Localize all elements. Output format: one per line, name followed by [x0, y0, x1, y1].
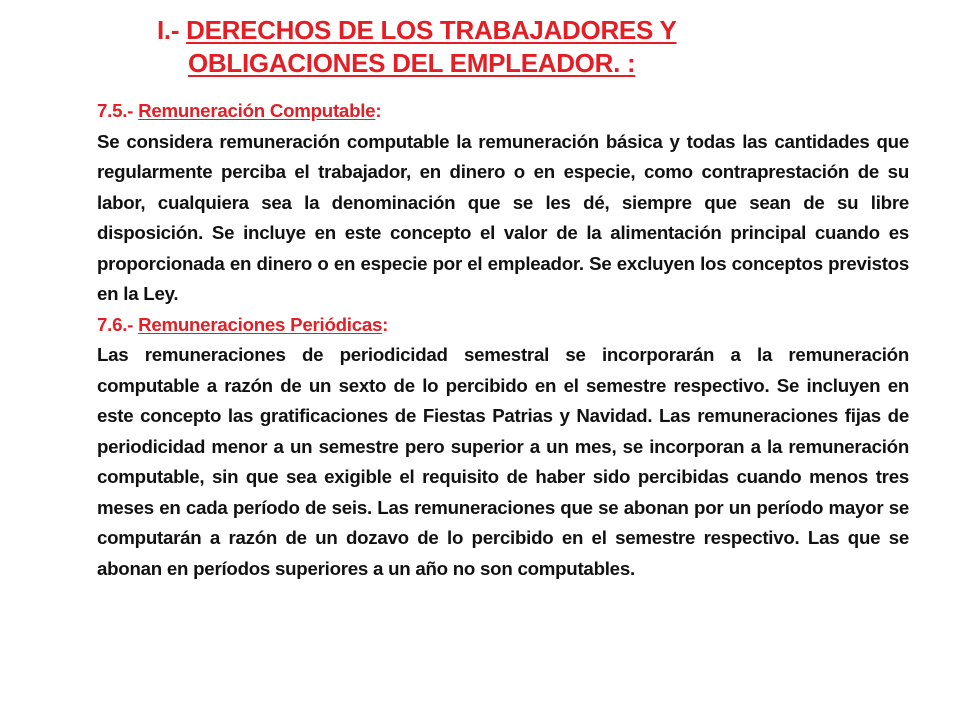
- section-body-7-6: Las remuneraciones de periodicidad semestral se incorporarán a la remuneración computable a razón de un sexto de lo percibido en el semestre respectivo. Se incluyen en este concepto las gratificaciones de Fiestas Patrias y Navidad. Las remuneraciones fijas de periodicidad menor a un semestre pero superior a un mes, se incorporan a la remuneración computable, sin que sea exigible el requisito de haber sido percibidas cuando menos tres meses en cada período de seis. Las remuneraciones que se abonan por un período mayor se computarán a razón de un dozavo de lo percibido en el semestre respectivo. Las que se abonan en períodos superiores a un año no son computables.: [97, 344, 909, 579]
- title-line-2: OBLIGACIONES DEL EMPLEADOR.: [188, 48, 621, 78]
- section-heading-colon: :: [382, 313, 389, 335]
- section-heading-7-5: [97, 96, 909, 127]
- title-gap: [620, 48, 627, 78]
- page-title: [157, 14, 917, 80]
- section-heading-text: Remuneraciones Periódicas: [138, 313, 383, 335]
- title-line-1: DERECHOS DE LOS TRABAJADORES Y: [186, 15, 677, 45]
- section-number: 7.5.-: [97, 100, 139, 121]
- section-heading-7-6: [97, 310, 909, 341]
- section-body-7-5: Se considera remuneración computable la remuneración básica y todas las cantidades que regularmente perciba el trabajador, en dinero o en especie, como contraprestación de su labor, cualquiera sea la denominación que se les dé, siempre que sean de su libre disposición. Se incluye en este concepto el valor de la alimentación principal cuando es proporcionada en dinero o en especie por el empleador. Se excluyen los conceptos previstos en la Ley.: [97, 130, 909, 304]
- section-heading-colon: :: [375, 100, 382, 121]
- section-heading-text: Remuneración Computable: [138, 100, 376, 121]
- document-body: [97, 96, 909, 584]
- title-prefix: I.-: [157, 15, 187, 45]
- title-line-2-wrapper: [157, 47, 917, 80]
- section-number: 7.6.-: [97, 313, 139, 335]
- title-colon: :: [626, 48, 636, 78]
